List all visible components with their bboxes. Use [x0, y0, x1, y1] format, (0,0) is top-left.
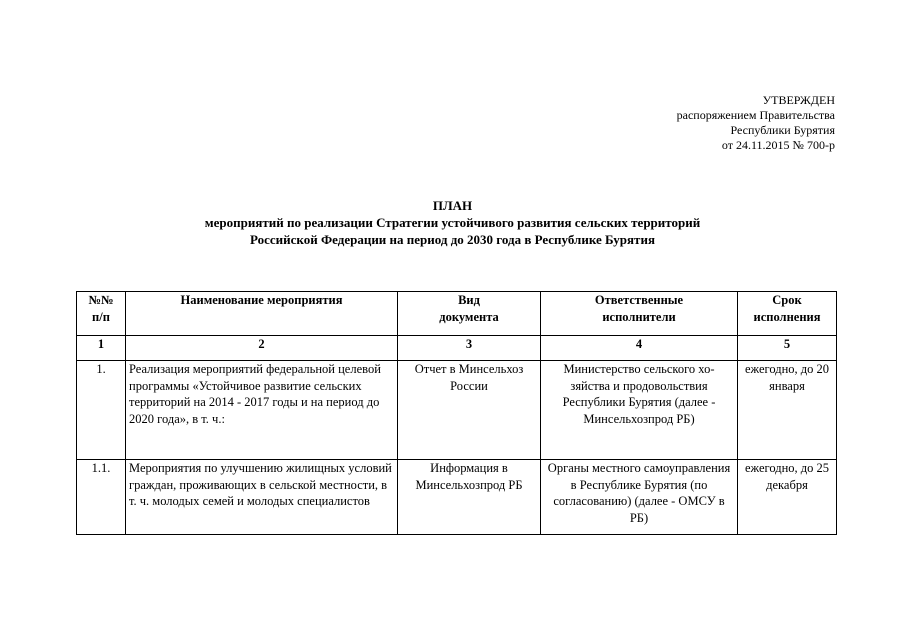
column-number-row: [77, 336, 837, 361]
title-line-1: ПЛАН: [432, 198, 473, 213]
table-header-row: [77, 292, 837, 336]
header-doc: Вид документа: [398, 292, 541, 336]
cell-num: 1.1.: [77, 460, 126, 535]
header-term: Срок исполнения: [738, 292, 837, 336]
approval-line-1: УТВЕРЖДЕН: [762, 93, 835, 107]
col-number: 4: [541, 336, 738, 361]
cell-resp: Органы местного самоуправления в Республике Бурятия (по согласованию) (далее - ОМСУ в РБ): [541, 460, 738, 535]
cell-doc: Информация в Минсельхозпрод РБ: [398, 460, 541, 535]
cell-name: Мероприятия по улучшению жилищных условий граждан, проживающих в сельской местности, в т. ч. молодых семей и молодых специалистов: [126, 460, 398, 535]
approval-line-4: от 24.11.2015 № 700-р: [721, 138, 835, 152]
cell-doc: Отчет в Минсельхоз России: [398, 361, 541, 460]
col-number: 5: [738, 336, 837, 361]
col-number: 2: [126, 336, 398, 361]
approval-stamp: [677, 93, 835, 153]
header-resp: Ответственные исполнители: [541, 292, 738, 336]
col-number: 1: [77, 336, 126, 361]
title-line-2: мероприятий по реализации Стратегии устойчивого развития сельских территорий: [204, 215, 701, 230]
header-name: Наименование мероприятия: [126, 292, 398, 336]
cell-term: ежегодно, до 25 декабря: [738, 460, 837, 535]
cell-resp: Министерство сельского хо-зяйства и продовольствия Республики Бурятия (далее - Минсельхозпрод РБ): [541, 361, 738, 460]
title-line-3: Российской Федерации на период до 2030 года в Республике Бурятия: [250, 232, 655, 247]
cell-term: ежегодно, до 20 января: [738, 361, 837, 460]
plan-table: [76, 291, 837, 535]
cell-name: Реализация мероприятий федеральной целевой программы «Устойчивое развитие сельских территорий на 2014 - 2017 годы и на период до 2020 года», в т. ч.:: [126, 361, 398, 460]
document-title: [0, 197, 905, 248]
cell-num: 1.: [77, 361, 126, 460]
approval-line-3: Республики Бурятия: [730, 123, 835, 137]
approval-line-2: распоряжением Правительства: [676, 108, 835, 122]
header-num: №№ п/п: [77, 292, 126, 336]
table-row: [77, 460, 837, 535]
table-row: [77, 361, 837, 460]
col-number: 3: [398, 336, 541, 361]
